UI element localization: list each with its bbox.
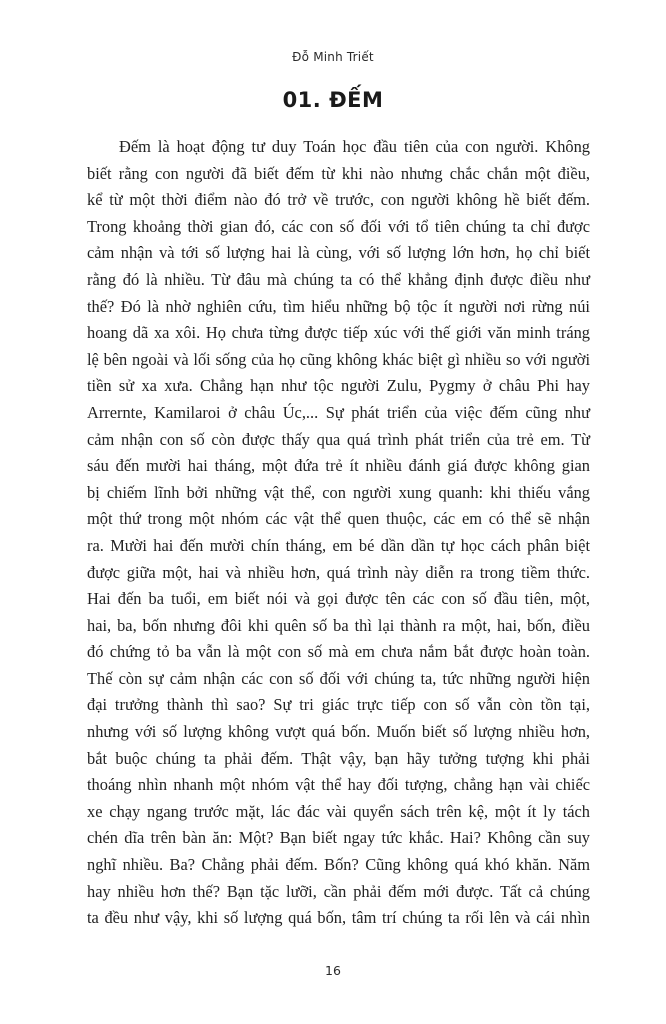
text-line: hoang dã xa xôi. Họ chưa từng được tiếp xúc với thế giới văn minh tráng — [87, 323, 590, 343]
text-line: sáu đến mười hai tháng, một đứa trẻ ít nhiều đánh giá được không gian — [87, 456, 590, 476]
text-line: kể từ một thời điểm nào đó trở về trước, con người không hề biết đếm. — [87, 190, 590, 210]
page-number: 16 — [325, 963, 341, 978]
text-line: thế? Đó là nhờ nghiên cứu, tìm hiểu những bộ tộc ít người nơi rừng núi — [87, 296, 590, 316]
text-line: lệ bên ngoài và lối sống của họ cũng không khác biệt gì nhiều so với người — [87, 349, 590, 369]
text-line: xe chạy ngang trước mặt, lác đác vài quyển sách trên kệ, một ít ly tách — [87, 801, 590, 821]
text-line: hai, ba, bốn nhưng đôi khi quên số ba thì lại thành ra một, hai, bốn, điều — [87, 615, 590, 635]
text-line: ra. Mười hai đến mười chín tháng, em bé dần dần tự học cách phân biệt — [87, 535, 590, 555]
text-line: Hai đến ba tuổi, em biết nói và gọi được tên các con số đầu tiên, một, — [87, 589, 590, 609]
running-header-author: Đỗ Minh Triết — [292, 50, 374, 64]
text-line: Trong khoảng thời gian đó, các con số đối với tổ tiên chúng ta chỉ được — [87, 216, 590, 236]
text-line: đó chứng tỏ ba vẫn là một con số mà em chưa nắm bắt được hoàn toàn. — [87, 642, 590, 662]
text-line: bắt buộc chúng ta phải đếm. Thật vậy, bạn hãy tưởng tượng khi phải — [87, 748, 590, 768]
chapter-title: 01. ĐẾM — [282, 88, 384, 112]
text-line: Thế còn sự cảm nhận các con số đối với chúng ta, tức những người hiện — [87, 668, 590, 688]
text-line: tiền sử xa xưa. Chẳng hạn như tộc người Zulu, Pygmy ở châu Phi hay — [87, 376, 590, 396]
text-line: ta đều như vậy, khi số lượng quá bốn, tâm trí chúng ta rối lên và cái nhìn — [87, 908, 590, 928]
text-line: Đếm là hoạt động tư duy Toán học đầu tiên của con người. Không — [119, 137, 590, 156]
text-line: nghĩ nhiều. Ba? Chẳng phải đếm. Bốn? Cũng không quá khó khăn. Năm — [87, 855, 590, 875]
body-paragraph — [87, 134, 590, 932]
text-line: hay nhiều hơn thế? Bạn tặc lưỡi, cần phải đếm mới được. Tất cả chúng — [87, 881, 590, 901]
text-line: một thứ trong một nhóm các vật thể quen thuộc, các em có thể sẽ nhận — [87, 509, 590, 529]
text-line: bị chiếm lĩnh bởi những vật thể, con người xung quanh: khi thiếu vắng — [87, 482, 590, 502]
text-line: Arrernte, Kamilaroi ở châu Úc,... Sự phát triển của việc đếm cũng như — [87, 402, 590, 422]
text-line: thoáng nhìn nhanh một nhóm vật thể hay đối tượng, chẳng hạn vài chiếc — [87, 775, 590, 795]
text-line: biết rằng con người đã biết đếm từ khi nào nhưng chắc chắn một điều, — [87, 163, 590, 183]
text-line: cảm nhận con số còn được thấy qua quá trình phát triển của trẻ em. Từ — [87, 429, 590, 449]
text-line: cảm nhận và tới số lượng hai là cùng, với số lượng lớn hơn, họ chỉ biết — [87, 243, 590, 263]
text-line: nhưng với số lượng không vượt quá bốn. Muốn biết số lượng nhiều hơn, — [87, 722, 590, 742]
text-line: rằng đó là nhiều. Từ đâu mà chúng ta có thể khẳng định được điều như — [87, 269, 590, 289]
text-line: đại trưởng thành thì sao? Sự tri giác trực tiếp con số vẫn còn tồn tại, — [87, 695, 590, 715]
text-line: được giữa một, hai và nhiều hơn, quá trình này diễn ra trong tiềm thức. — [87, 562, 590, 582]
text-line: chén dĩa trên bàn ăn: Một? Bạn biết ngay tức khắc. Hai? Không cần suy — [87, 828, 590, 848]
